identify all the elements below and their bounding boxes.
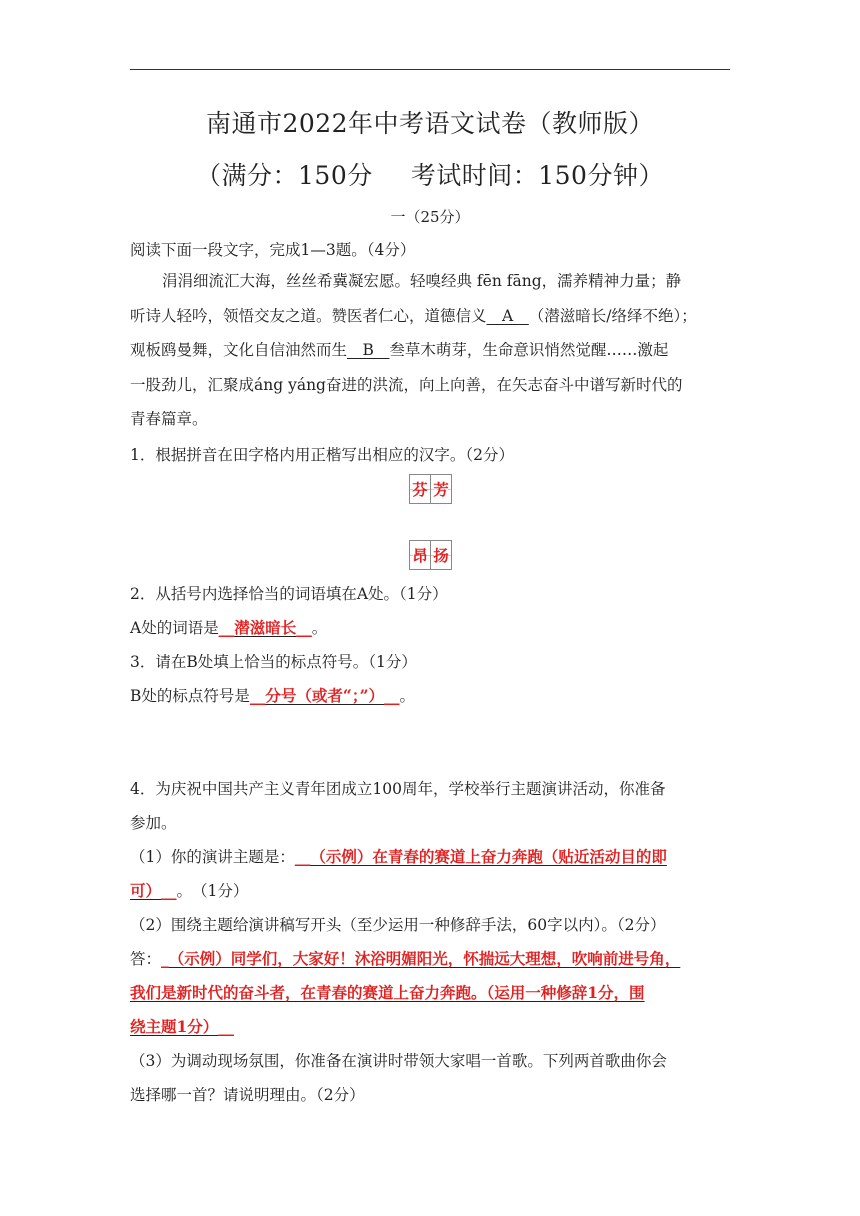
exam-title: 南通市2022年中考语文试卷（教师版）	[205, 109, 655, 138]
q2-answer-line: A处的词语是__潜滋暗长__。	[130, 618, 328, 637]
q4-3-line-1: （3）为调动现场氛围，你准备在演讲时带领大家唱一首歌。下列两首歌曲你会	[130, 1052, 667, 1070]
tianzige-grid-1	[409, 474, 452, 504]
q3-answer: __分号（或者“；”）__	[249, 686, 400, 705]
blank-a: __A__	[486, 306, 529, 325]
passage-line-1: 涓涓细流汇大海，丝丝希冀凝宏愿。轻嗅经典 fēn fāng，濡养精神力量；静	[162, 272, 682, 290]
grid-cell: 芳	[431, 474, 452, 504]
q4-1-line-2: 可）__。 （1分）	[130, 881, 249, 900]
q4-2-answer-line-1: 答：_（示例）同学们，大家好！沐浴明媚阳光，怀揣远大理想，吹响前进号角，	[130, 949, 681, 968]
grid-cell: 扬	[431, 540, 452, 570]
q4-2-answer-end: 绕主题1分）__	[130, 1017, 234, 1036]
reading-intro: 阅读下面一段文字，完成1—3题。（4分）	[130, 241, 416, 259]
q4-2-answer-line-3	[130, 1015, 730, 1037]
blank-b: __B__	[347, 341, 390, 359]
passage-line-2: 听诗人轻吟，领悟交友之道。赞医者仁心，道德信义__A__（潜滋暗长/络绎不绝）；	[130, 306, 697, 325]
q4-3-line-2: 选择哪一首？请说明理由。（2分）	[130, 1086, 365, 1104]
q2-prompt: 2．从括号内选择恰当的词语填在A处。（1分）	[130, 585, 448, 603]
passage-line-5: 青春篇章。	[130, 410, 208, 428]
q4-2-answer: _（示例）同学们，大家好！沐浴明媚阳光，怀揣远大理想，吹响前进号角，	[161, 949, 681, 968]
q2-answer: __潜滋暗长__	[218, 618, 312, 637]
q4-prompt-line-2: 参加。	[130, 814, 177, 832]
section-label: 一（25分）	[390, 208, 470, 226]
q4-prompt-line-1: 4．为庆祝中国共产主义青年团成立100周年，学校举行主题演讲活动，你准备	[130, 780, 666, 798]
q4-1-line-1: （1）你的演讲主题是：__（示例）在青春的赛道上奋力奔跑（贴近活动目的即	[130, 847, 667, 866]
exam-time: 考试时间：150分钟）	[410, 161, 664, 190]
tianzige-grid-2	[409, 540, 452, 570]
full-score: （满分：150分	[196, 161, 373, 190]
grid-cell: 芬	[409, 474, 431, 504]
q1-prompt: 1．根据拼音在田字格内用正楷写出相应的汉字。（2分）	[130, 446, 514, 464]
passage-line-4: 一股劲儿，汇聚成áng yáng奋进的洪流，向上向善，在矢志奋斗中谱写新时代的	[130, 375, 683, 394]
q4-2-answer-line-2	[130, 981, 730, 1003]
grid-cell: 昂	[409, 540, 431, 570]
q4-1-answer-cont: 可）__	[130, 881, 177, 900]
q3-prompt: 3．请在B处填上恰当的标点符号。（1分）	[130, 653, 417, 671]
reading-passage	[130, 264, 730, 437]
q4-2-prompt: （2）围绕主题给演讲稿写开头（至少运用一种修辞手法，60字以内）。（2分）	[130, 916, 666, 934]
exam-subtitle	[130, 156, 730, 192]
q4-1-answer: __（示例）在青春的赛道上奋力奔跑（贴近活动目的即	[294, 847, 667, 866]
passage-line-3: 观板鸥曼舞，文化自信油然而生__B__叁草木萌芽，生命意识悄然觉醒……激起	[130, 341, 669, 359]
q3-answer-line: B处的标点符号是__分号（或者“；”）__。	[130, 686, 416, 705]
q4-2-answer-cont: 我们是新时代的奋斗者，在青春的赛道上奋力奔跑。（运用一种修辞1分，围	[130, 983, 645, 1002]
header-rule	[130, 69, 730, 70]
